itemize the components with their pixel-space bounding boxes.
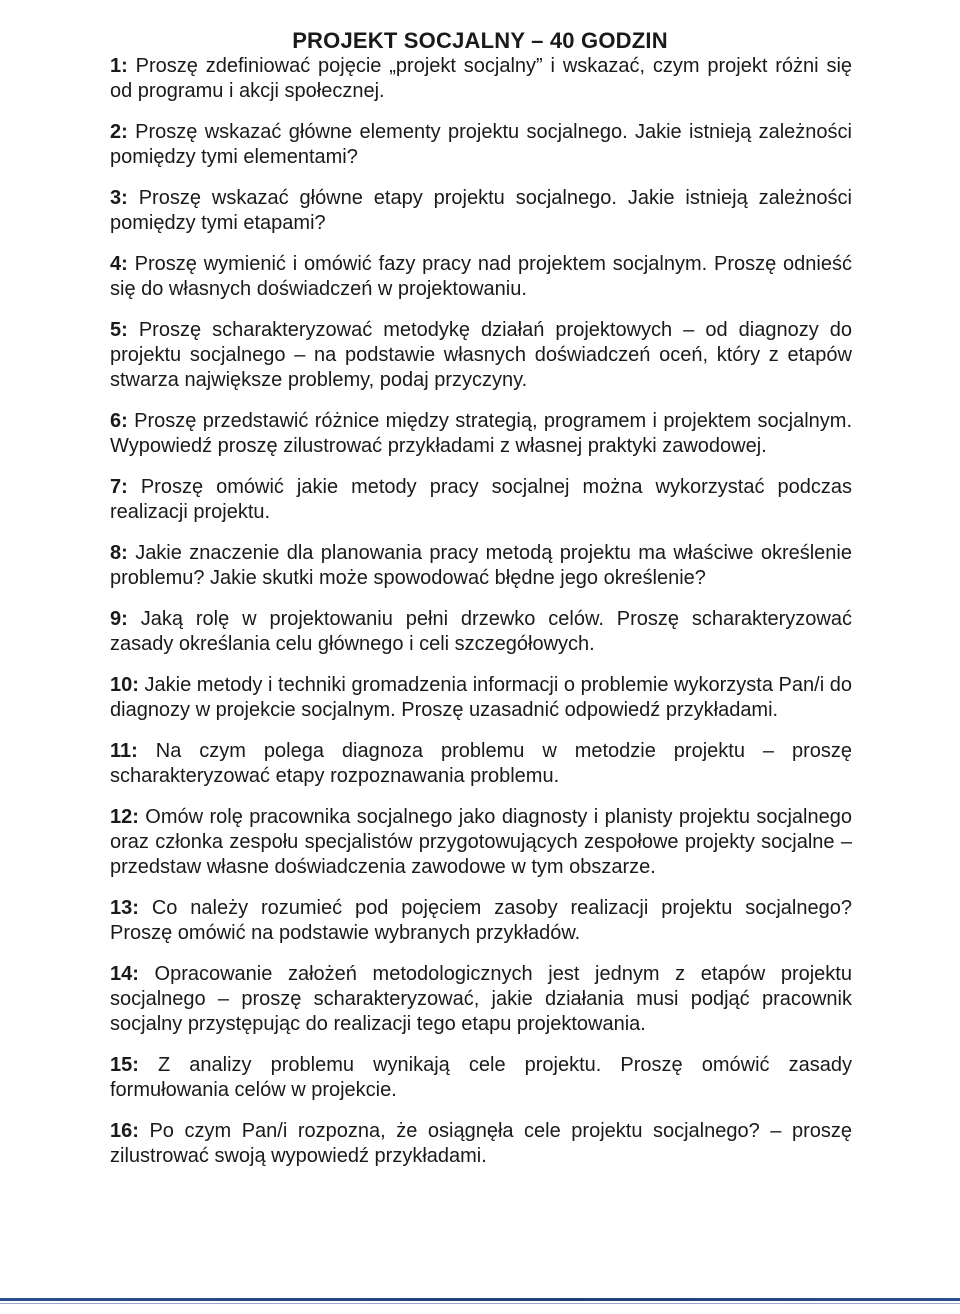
question-item xyxy=(110,805,852,880)
document-title: PROJEKT SOCJALNY – 40 GODZIN xyxy=(292,28,668,53)
question-item xyxy=(110,1053,852,1103)
question-list xyxy=(110,54,852,1185)
question-number: 5: xyxy=(110,319,128,341)
question-text: Jakie znaczenie dla planowania pracy metodą projektu ma właściwe określenie problemu? Jakie skutki może spowodować błędne jego określenie? xyxy=(110,542,852,589)
question-text: Proszę wskazać główne elementy projektu socjalnego. Jakie istnieją zależności pomiędzy tymi elementami? xyxy=(110,121,852,168)
question-number: 15: xyxy=(110,1054,139,1076)
question-text: Jaką rolę w projektowaniu pełni drzewko celów. Proszę scharakteryzować zasady określania celu głównego i celi szczegółowych. xyxy=(110,608,852,655)
question-item xyxy=(110,1119,852,1169)
question-number: 14: xyxy=(110,963,139,985)
question-item xyxy=(110,541,852,591)
question-text: Omów rolę pracownika socjalnego jako diagnosty i planisty projektu socjalnego oraz członka zespołu specjalistów przygotowujących zespołowe projekty socjalne – przedstaw własne doświadczenia zawodowe w tym obszarze. xyxy=(110,806,852,878)
question-text: Proszę omówić jakie metody pracy socjalnej można wykorzystać podczas realizacji projektu. xyxy=(110,476,852,523)
question-number: 2: xyxy=(110,121,128,143)
question-number: 9: xyxy=(110,608,128,630)
question-text: Po czym Pan/i rozpozna, że osiągnęła cele projektu socjalnego? – proszę zilustrować swoją wypowiedź przykładami. xyxy=(110,1120,852,1167)
question-number: 1: xyxy=(110,55,128,77)
question-item xyxy=(110,318,852,393)
question-item xyxy=(110,673,852,723)
question-number: 3: xyxy=(110,187,128,209)
bottom-rule-thin xyxy=(0,1303,960,1304)
question-item xyxy=(110,475,852,525)
question-item xyxy=(110,607,852,657)
question-item xyxy=(110,962,852,1037)
question-number: 11: xyxy=(110,740,138,762)
question-item xyxy=(110,739,852,789)
question-number: 4: xyxy=(110,253,128,275)
question-number: 16: xyxy=(110,1120,139,1142)
question-text: Z analizy problemu wynikają cele projektu. Proszę omówić zasady formułowania celów w projekcie. xyxy=(110,1054,853,1101)
question-number: 13: xyxy=(110,897,139,919)
question-text: Proszę wskazać główne etapy projektu socjalnego. Jakie istnieją zależności pomiędzy tymi etapami? xyxy=(110,187,852,234)
question-item xyxy=(110,120,852,170)
question-number: 6: xyxy=(110,410,128,432)
question-item xyxy=(110,252,852,302)
question-text: Na czym polega diagnoza problemu w metodzie projektu – proszę scharakteryzować etapy rozpoznawania problemu. xyxy=(110,740,852,787)
question-text: Opracowanie założeń metodologicznych jest jednym z etapów projektu socjalnego – proszę scharakteryzować, jakie działania musi podjąć pracownik socjalny przystępując do realizacji tego etapu projektowania. xyxy=(110,963,852,1035)
question-text: Co należy rozumieć pod pojęciem zasoby realizacji projektu socjalnego? Proszę omówić na podstawie wybranych przykładów. xyxy=(110,897,852,944)
question-text: Proszę zdefiniować pojęcie „projekt socjalny” i wskazać, czym projekt różni się od programu i akcji społecznej. xyxy=(110,55,853,102)
question-text: Proszę scharakteryzować metodykę działań projektowych – od diagnozy do projektu socjalnego – na podstawie własnych doświadczeń oceń, który z etapów stwarza największe problemy, podaj przyczyny. xyxy=(110,319,852,391)
question-text: Jakie metody i techniki gromadzenia informacji o problemie wykorzysta Pan/i do diagnozy w projekcie socjalnym. Proszę uzasadnić odpowiedź przykładami. xyxy=(110,674,852,721)
question-number: 12: xyxy=(110,806,139,828)
question-item xyxy=(110,54,852,104)
question-number: 8: xyxy=(110,542,128,564)
question-text: Proszę przedstawić różnice między strategią, programem i projektem socjalnym. Wypowiedź proszę zilustrować przykładami z własnej praktyki zawodowej. xyxy=(110,410,852,457)
question-item xyxy=(110,186,852,236)
question-number: 10: xyxy=(110,674,139,696)
question-item xyxy=(110,896,852,946)
question-number: 7: xyxy=(110,476,128,498)
question-item xyxy=(110,409,852,459)
question-text: Proszę wymienić i omówić fazy pracy nad projektem socjalnym. Proszę odnieść się do własnych doświadczeń w projektowaniu. xyxy=(110,253,852,300)
bottom-rule xyxy=(0,1298,960,1301)
